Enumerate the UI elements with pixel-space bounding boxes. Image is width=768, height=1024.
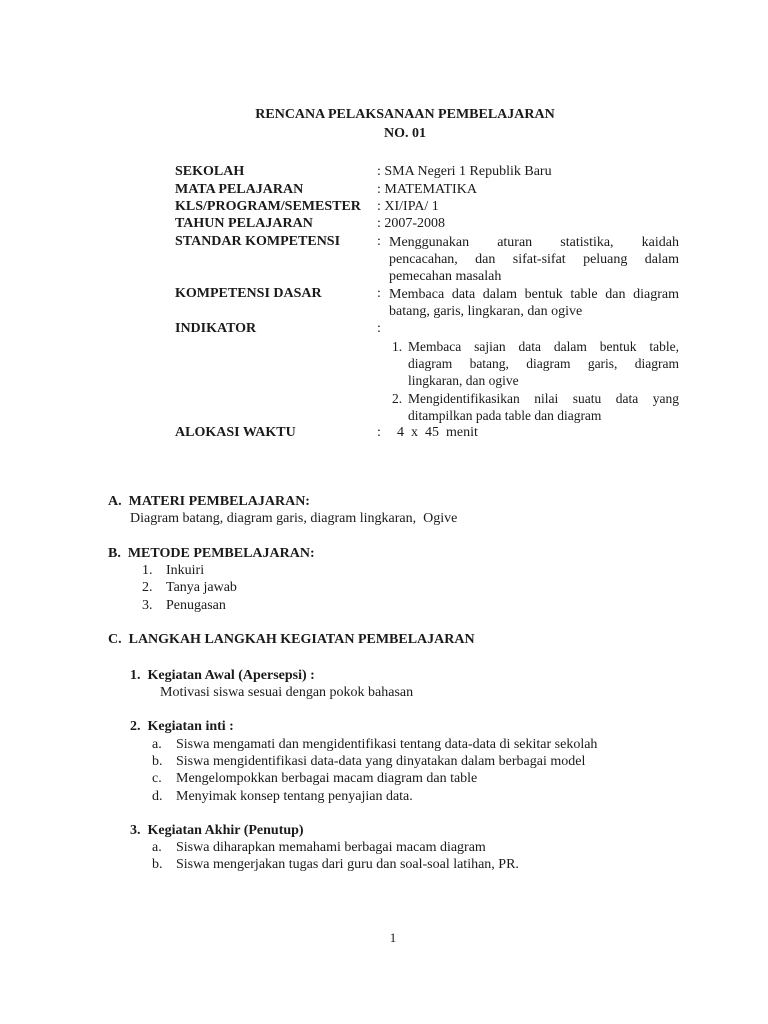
list-marker: b. [152, 857, 163, 872]
value-mata-pelajaran: : MATEMATIKA [377, 182, 477, 197]
value-kelas: : XI/IPA/ 1 [377, 199, 439, 214]
list-text: Tanya jawab [166, 580, 237, 595]
kegiatan-akhir-heading: 3. Kegiatan Akhir (Penutup) [130, 823, 304, 838]
kegiatan-awal-heading: 1. Kegiatan Awal (Apersepsi) : [130, 668, 315, 683]
label-mata-pelajaran: MATA PELAJARAN [175, 182, 304, 197]
label-standar-kompetensi: STANDAR KOMPETENSI [175, 234, 341, 249]
list-text: Penugasan [166, 598, 226, 613]
list-text: Siswa mengidentifikasi data-data yang dinyatakan dalam berbagai model [176, 754, 586, 769]
section-c-heading: C. LANGKAH LANGKAH KEGIATAN PEMBELAJARAN [108, 632, 475, 647]
list-text: Siswa diharapkan memahami berbagai macam diagram [176, 840, 486, 855]
colon: : [377, 425, 381, 440]
text-line: ditampilkan pada table dan diagram [408, 408, 602, 424]
text-line: pencacahan, dan sifat-sifat peluang dalam [389, 252, 679, 268]
value-tahun-pelajaran: : 2007-2008 [377, 216, 446, 231]
indikator-item [392, 390, 679, 424]
indikator-item [392, 338, 679, 390]
text-line: pemecahan masalah [389, 269, 502, 285]
section-a-heading: A. MATERI PEMBELAJARAN: [108, 494, 310, 509]
kegiatan-awal-body: Motivasi siswa sesuai dengan pokok bahasan [160, 685, 414, 700]
list-text: Siswa mengerjakan tugas dari guru dan soal-soal latihan, PR. [176, 857, 519, 872]
colon: : [377, 286, 381, 301]
list-text: Mengelompokkan berbagai macam diagram dan table [176, 771, 478, 786]
document-number: NO. 01 [384, 126, 426, 141]
label-kompetensi-dasar: KOMPETENSI DASAR [175, 286, 322, 301]
colon: : [377, 321, 381, 336]
text-line: Mengidentifikasikan nilai suatu data yang [408, 391, 679, 406]
list-marker: a. [152, 840, 162, 855]
list-marker: c. [152, 771, 162, 786]
document-title: RENCANA PELAKSANAAN PEMBELAJARAN [255, 107, 555, 122]
list-number: 3. [142, 598, 153, 613]
text-line: Menggunakan aturan statistika, kaidah [389, 235, 679, 250]
list-text: Menyimak konsep tentang penyajian data. [176, 789, 413, 804]
page-number: 1 [389, 930, 397, 945]
list-number: 1. [142, 563, 153, 578]
text-line: diagram batang, diagram garis, diagram [408, 356, 679, 372]
colon: : [377, 234, 381, 249]
label-kelas: KLS/PROGRAM/SEMESTER [175, 199, 361, 214]
kegiatan-inti-heading: 2. Kegiatan inti : [130, 719, 234, 734]
indikator-number: 2. [392, 391, 403, 406]
value-kompetensi-dasar [389, 286, 679, 320]
value-sekolah: : SMA Negeri 1 Republik Baru [377, 164, 552, 179]
text-line: lingkaran, dan ogive [408, 373, 519, 389]
section-a-body: Diagram batang, diagram garis, diagram lingkaran, Ogive [130, 511, 458, 526]
label-sekolah: SEKOLAH [175, 164, 245, 179]
text-line: batang, garis, lingkaran, dan ogive [389, 304, 583, 320]
text-line: Membaca sajian data dalam bentuk table, [408, 339, 679, 354]
list-marker: b. [152, 754, 163, 769]
label-indikator: INDIKATOR [175, 321, 257, 336]
list-marker: d. [152, 789, 163, 804]
label-tahun-pelajaran: TAHUN PELAJARAN [175, 216, 313, 231]
indikator-number: 1. [392, 339, 403, 354]
text-line: Membaca data dalam bentuk table dan diagram [389, 287, 679, 302]
value-standar-kompetensi [389, 234, 679, 286]
value-alokasi-waktu: 4 x 45 menit [397, 425, 478, 440]
list-text: Siswa mengamati dan mengidentifikasi tentang data-data di sekitar sekolah [176, 737, 598, 752]
section-b-heading: B. METODE PEMBELAJARAN: [108, 546, 315, 561]
label-alokasi-waktu: ALOKASI WAKTU [175, 425, 296, 440]
list-text: Inkuiri [166, 563, 205, 578]
list-marker: a. [152, 737, 162, 752]
list-number: 2. [142, 580, 153, 595]
